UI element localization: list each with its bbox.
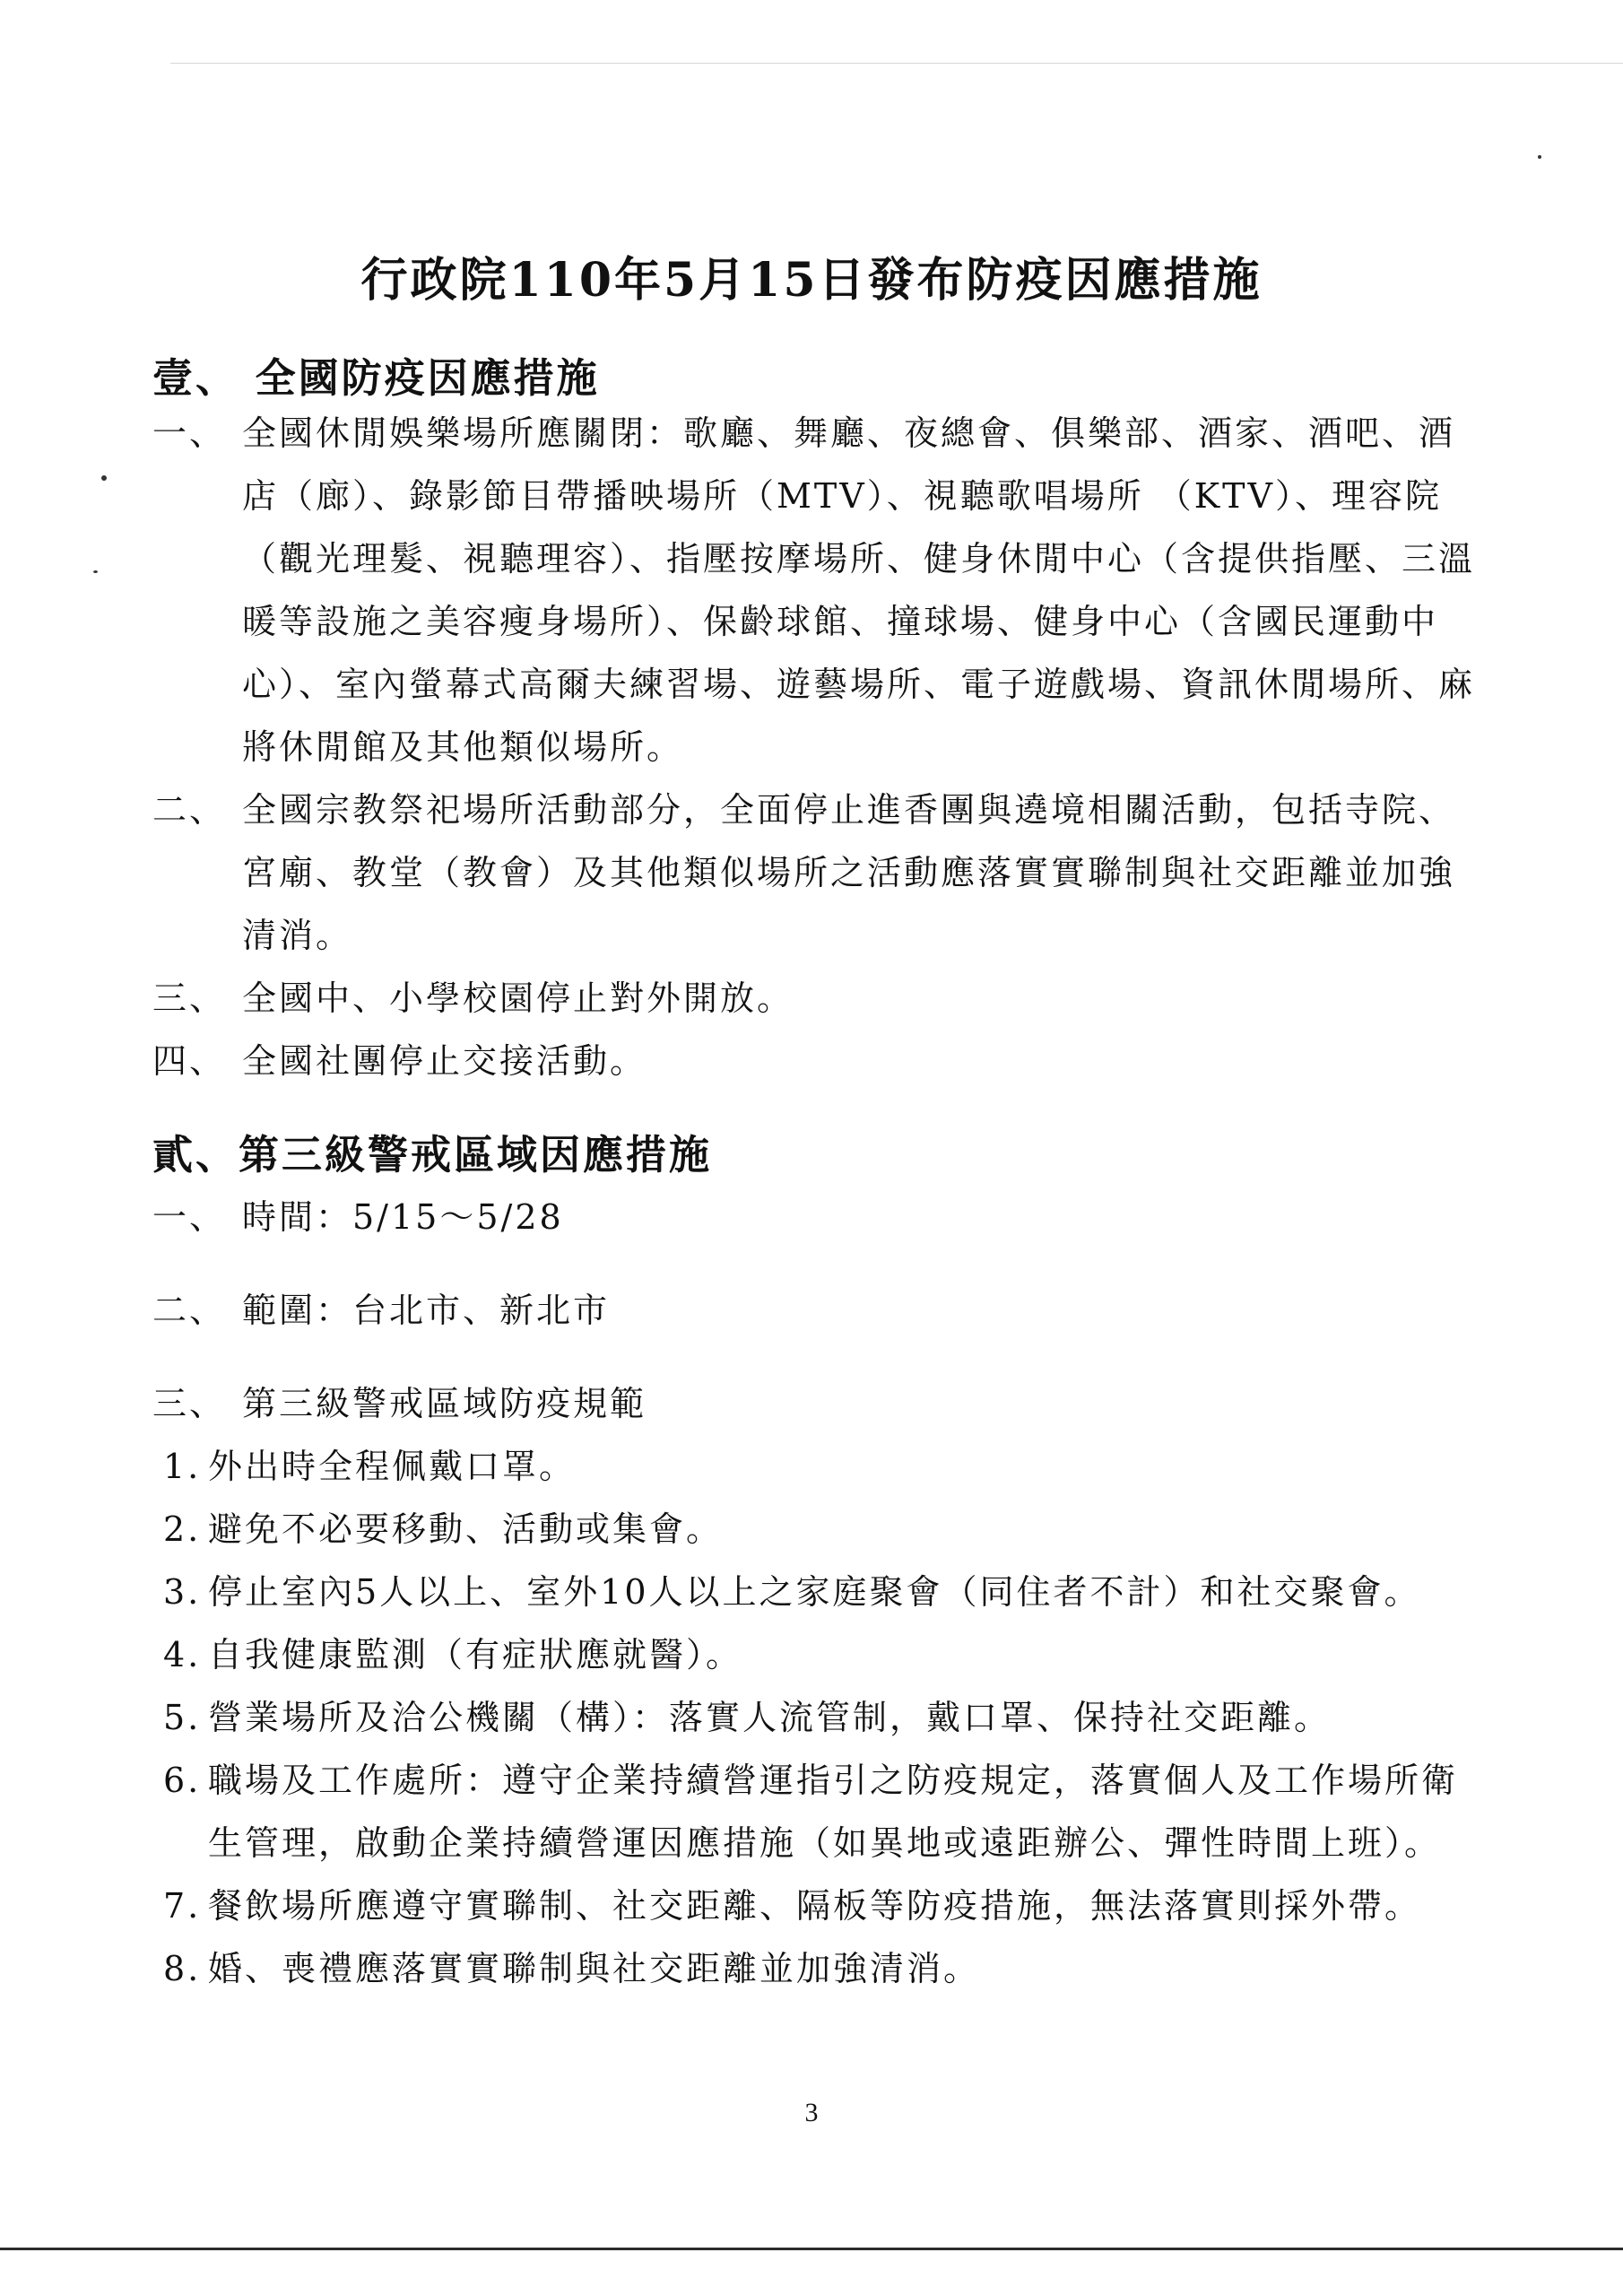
rule-marker: 4. bbox=[163, 1635, 202, 1674]
rule-text: 停止室內5人以上、室外10人以上之家庭聚會（同住者不計）和社交聚會。 bbox=[208, 1572, 1421, 1612]
rule-marker: 2. bbox=[163, 1509, 202, 1549]
rule-text: 營業場所及洽公機關（構）：落實人流管制，戴口罩、保持社交距離。 bbox=[208, 1698, 1332, 1737]
item-marker: 一、 bbox=[152, 1197, 227, 1237]
item-text: 全國休閒娛樂場所應關閉：歌廳、舞廳、夜總會、俱樂部、酒家、酒吧、酒店（廊）、錄影節目帶播映場所（MTV）、視聽歌唱場所 （KTV）、理容院（觀光理髮、視聽理容）、指壓按摩場所、健身休閒中心（含提供指壓、三溫暖等設施之美容瘦身場所）、保齡球館、撞球場、健身中心（含國民運動中心）、室內螢幕式高爾夫練習場、遊藝場所、電子遊戲場、資訊休閒場所、麻將休閒館及其他類似場所。 bbox=[242, 413, 1476, 767]
scan-bottom-line bbox=[0, 2248, 1623, 2250]
scan-speck bbox=[1538, 155, 1541, 159]
rule-2 bbox=[163, 1498, 1481, 1561]
item-marker: 三、 bbox=[152, 1384, 227, 1423]
document-title: 行政院110年5月15日發布防疫因應措施 bbox=[360, 253, 1263, 308]
rule-text: 外出時全程佩戴口罩。 bbox=[208, 1447, 577, 1486]
item-text: 範圍：台北市、新北市 bbox=[242, 1291, 611, 1330]
page-number: 3 bbox=[804, 2098, 819, 2127]
rule-marker: 8. bbox=[163, 1949, 202, 1988]
rule-marker: 3. bbox=[163, 1572, 202, 1612]
item-text: 全國中、小學校園停止對外開放。 bbox=[242, 978, 794, 1018]
rule-text: 婚、喪禮應落實實聯制與社交距離並加強清消。 bbox=[208, 1949, 981, 1988]
item-marker: 二、 bbox=[152, 790, 227, 830]
section-2-item-1 bbox=[152, 1186, 1480, 1248]
section-2-heading: 貳、第三級警戒區域因應措施 bbox=[152, 1131, 713, 1178]
rule-text: 餐飲場所應遵守實聯制、社交距離、隔板等防疫措施，無法落實則採外帶。 bbox=[208, 1886, 1422, 1926]
section-2-item-3 bbox=[152, 1372, 1480, 1435]
rule-marker: 6. bbox=[163, 1761, 202, 1800]
item-text: 全國宗教祭祀場所活動部分，全面停止進香團與遶境相關活動，包括寺院、宮廟、教堂（教會）及其他類似場所之活動應落實實聯制與社交距離並加強清消。 bbox=[242, 790, 1456, 955]
rule-7 bbox=[163, 1874, 1481, 1937]
rule-8 bbox=[163, 1937, 1481, 2000]
rule-text: 自我健康監測（有症狀應就醫）。 bbox=[208, 1635, 743, 1674]
rule-marker: 5. bbox=[163, 1698, 202, 1737]
rule-text: 職場及工作處所：遵守企業持續營運指引之防疫規定，落實個人及工作場所衛生管理，啟動企業持續營運因應措施（如異地或遠距辦公、彈性時間上班）。 bbox=[208, 1761, 1459, 1863]
rule-1 bbox=[163, 1435, 1481, 1498]
item-marker: 三、 bbox=[152, 978, 227, 1018]
section-1-item-1 bbox=[152, 402, 1480, 778]
rule-4 bbox=[163, 1623, 1481, 1686]
scan-speck bbox=[101, 475, 107, 481]
rule-marker: 1. bbox=[163, 1447, 202, 1486]
item-text: 時間：5/15～5/28 bbox=[242, 1197, 564, 1237]
rule-5 bbox=[163, 1686, 1481, 1749]
scan-speck bbox=[93, 570, 98, 573]
rule-marker: 7. bbox=[163, 1886, 202, 1926]
scan-top-line bbox=[170, 63, 1623, 64]
item-text: 第三級警戒區域防疫規範 bbox=[242, 1384, 647, 1423]
rule-6 bbox=[163, 1749, 1481, 1874]
item-marker: 四、 bbox=[152, 1041, 227, 1081]
rule-3 bbox=[163, 1561, 1481, 1623]
rule-text: 避免不必要移動、活動或集會。 bbox=[208, 1509, 724, 1549]
section-1-heading: 壹、 全國防疫因應措施 bbox=[152, 354, 600, 402]
item-marker: 一、 bbox=[152, 413, 227, 453]
item-text: 全國社團停止交接活動。 bbox=[242, 1041, 647, 1081]
section-1-item-2 bbox=[152, 778, 1480, 967]
section-2-item-2 bbox=[152, 1279, 1480, 1342]
section-1-item-4 bbox=[152, 1030, 1480, 1092]
item-marker: 二、 bbox=[152, 1291, 227, 1330]
section-1-item-3 bbox=[152, 967, 1480, 1030]
